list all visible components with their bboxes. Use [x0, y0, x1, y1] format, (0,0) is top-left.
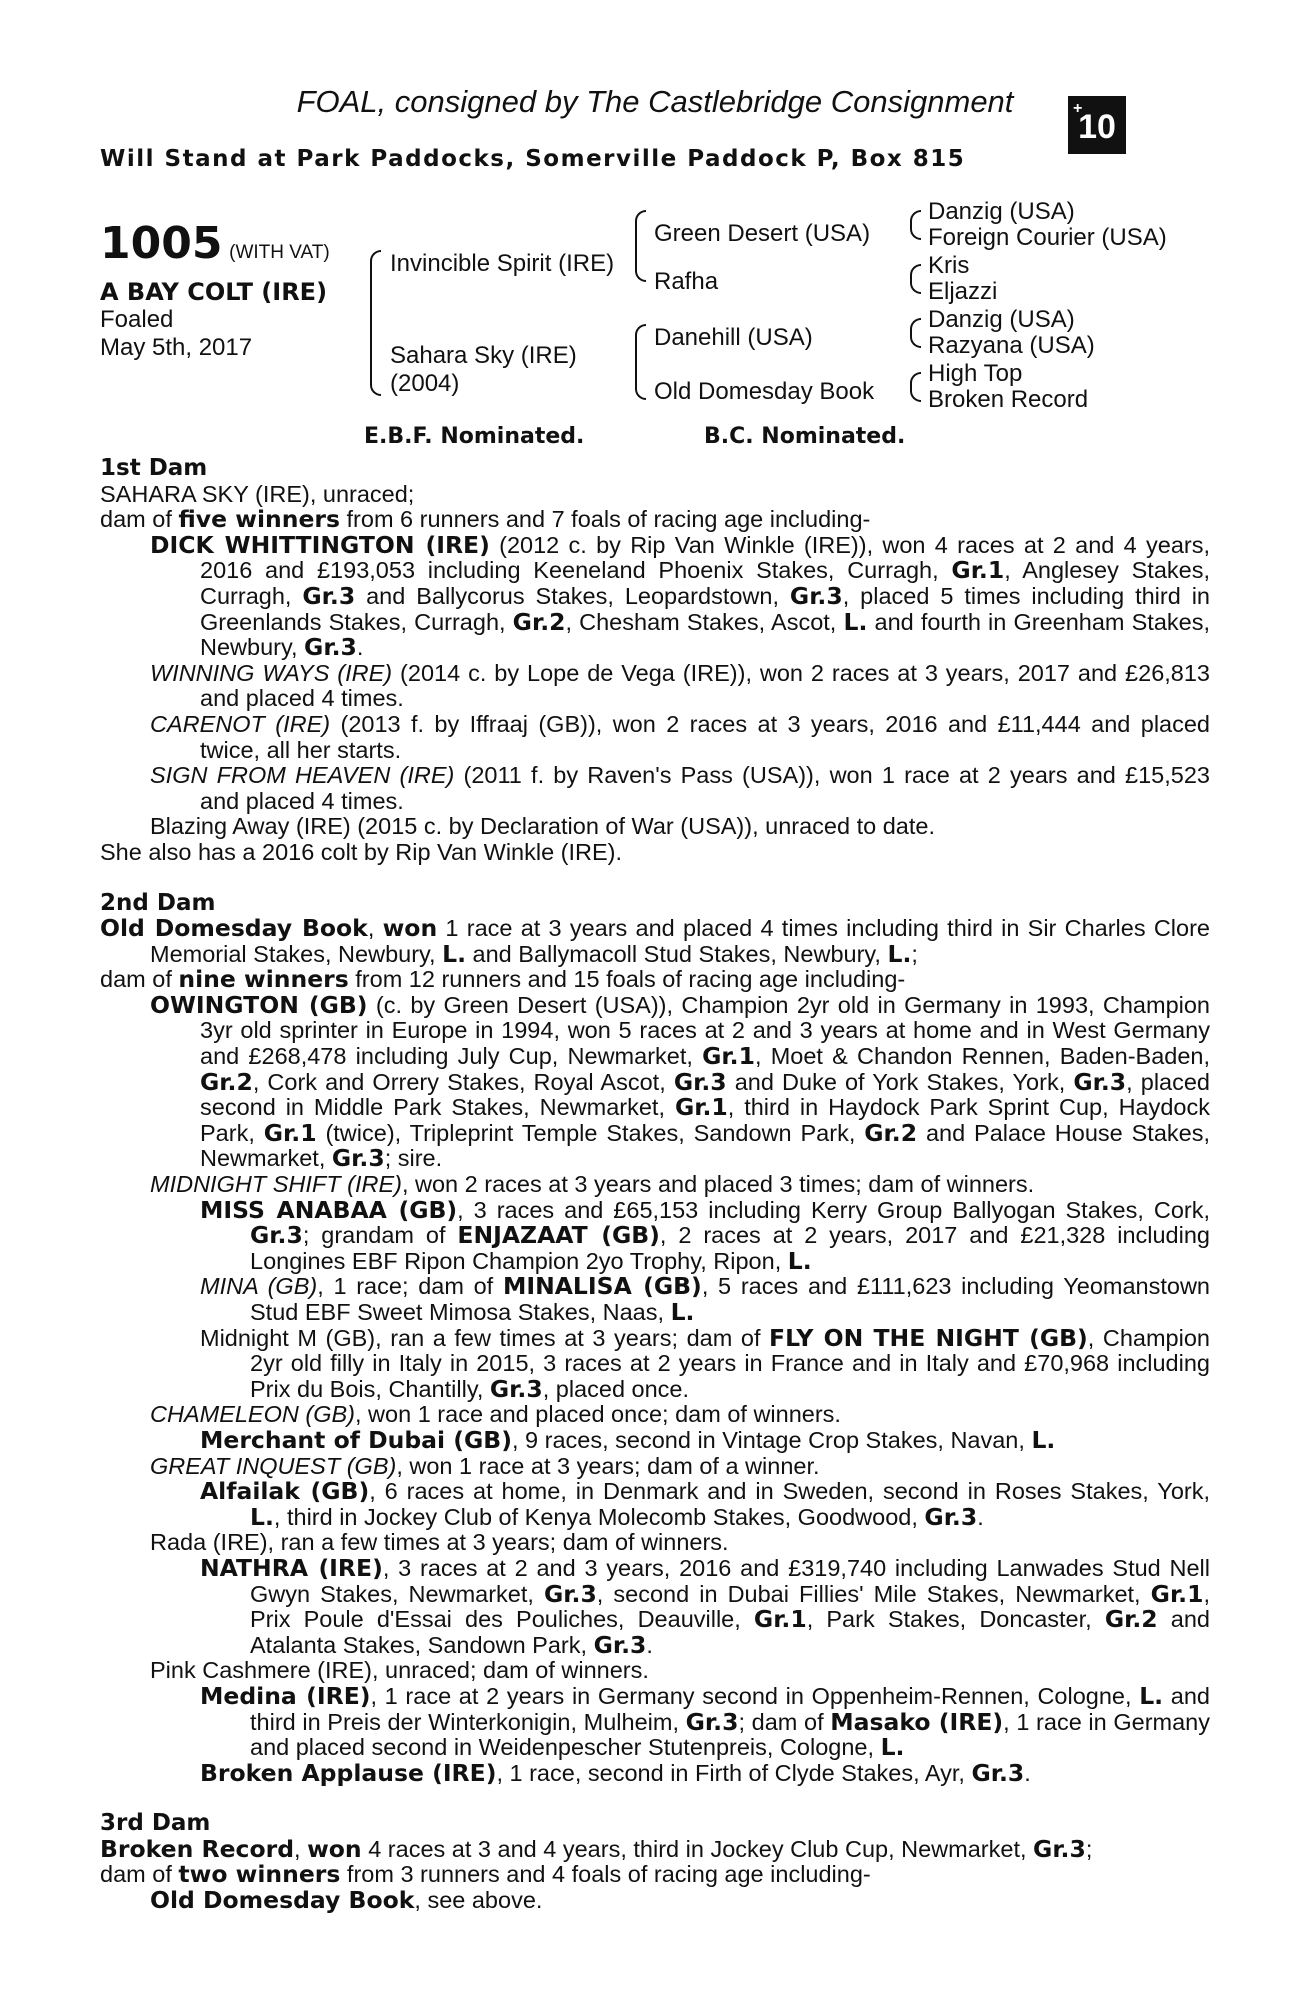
text: and fourth in Greenham Stakes, Newbury, — [200, 608, 1210, 661]
text: , second in Dubai Fillies' Mile Stakes, Newmarket, — [596, 1580, 1151, 1607]
produce-entry — [100, 1425, 1210, 1454]
text: from 12 runners and 15 foals of racing age including- — [348, 966, 906, 993]
grade: L. — [787, 1246, 812, 1275]
text: , won 2 races at 3 years and placed 3 times; dam of winners. — [401, 1171, 1035, 1198]
grade: L. — [880, 1733, 905, 1762]
produce-entry — [100, 1758, 1210, 1787]
text: , — [367, 915, 383, 942]
grade: L. — [843, 607, 868, 636]
grade: Gr.1 — [263, 1118, 317, 1147]
third-dam-heading: 3rd Dam — [100, 1810, 211, 1837]
ped-sss: Danzig (USA) — [928, 198, 1075, 225]
produce-entry — [100, 1479, 1210, 1530]
catalogue-page — [100, 80, 1210, 1914]
text: , Moet & Chandon Rennen, Baden-Baden, — [754, 1043, 1210, 1070]
produce-entry — [100, 1454, 1210, 1480]
foaled-date: May 5th, 2017 — [100, 334, 253, 361]
text: ; grandam of — [302, 1222, 458, 1249]
text: , 6 races at home, in Denmark and in Sweden, second in Roses Stakes, York, — [369, 1478, 1210, 1505]
horse-name: ENJAZAAT (GB) — [457, 1221, 660, 1250]
grade: Gr.3 — [924, 1502, 978, 1531]
text: (c. by Green Desert (USA)), Champion 2yr old in Germany in 1993, Champion 3yr old sprinter in Europe in 1994, won 5 races at 2 and 3 years at home and in West Germany and £268,478 including July Cup, Newmarket, — [200, 991, 1211, 1070]
text: and Ballycorus Stakes, Leopardstown, — [355, 582, 790, 609]
grade: Gr.2 — [1104, 1605, 1158, 1634]
text: ; — [911, 940, 918, 967]
text: (2011 f. by Raven's Pass (USA)), won 1 race at 2 years and £15,523 and placed 4 times. — [200, 762, 1210, 814]
text: (2013 f. by Iffraaj (GB)), won 2 races at 3 years, 2016 and £11,444 and placed twice, all her starts. — [200, 710, 1210, 763]
lot-number: 1005 — [100, 218, 223, 269]
ped-sire: Invincible Spirit (IRE) — [390, 250, 615, 277]
grade: Gr.3 — [302, 581, 356, 610]
text: and Ballymacoll Stud Stakes, Newbury, — [466, 940, 888, 967]
grade: Gr.3 — [489, 1374, 543, 1403]
foaled-label: Foaled — [100, 306, 174, 333]
grade: Gr.3 — [673, 1067, 727, 1096]
lot-number-line — [100, 218, 330, 269]
text: ; dam of — [738, 1708, 831, 1735]
text: , 5 races and £111,623 including Yeomanstown Stud EBF Sweet Mimosa Stakes, Naas, — [250, 1273, 1210, 1325]
produce-entry — [100, 1553, 1210, 1659]
text: , Park Stakes, Doncaster, — [806, 1606, 1105, 1633]
grade: Gr.3 — [1033, 1834, 1086, 1863]
grade: Gr.3 — [971, 1758, 1025, 1787]
badge-number: 10 — [1078, 108, 1116, 146]
ped-dam-sire: Danehill (USA) — [654, 324, 813, 351]
horse-name: CARENOT (IRE) — [150, 710, 331, 737]
text: and third in Preis der Winterkonigin, Mulheim, — [250, 1682, 1210, 1735]
text: , third in Haydock Park Sprint Cup, Haydock Park, — [200, 1094, 1210, 1146]
horse-name: Masako (IRE) — [830, 1707, 1004, 1736]
first-dam-heading: 1st Dam — [100, 455, 208, 481]
text: , 3 races at 2 and 3 years, 2016 and £319,740 including Lanwades Stud Nell Gwyn Stakes, Newmarket, — [250, 1554, 1210, 1607]
text: , Chesham Stakes, Ascot, — [565, 608, 844, 635]
horse-name: A BAY COLT (IRE) — [100, 278, 328, 306]
text: , 1 race at 2 years in Germany second in Oppenheim-Rennen, Cologne, — [370, 1682, 1140, 1709]
horse-name: DICK WHITTINGTON (IRE) — [150, 530, 490, 559]
brace-dd — [910, 372, 921, 402]
text: dam of — [100, 506, 179, 533]
produce-entry — [100, 763, 1210, 814]
horse-name: GREAT INQUEST (GB) — [150, 1452, 397, 1479]
ped-dsd: Razyana (USA) — [928, 332, 1095, 359]
second-dam-line — [100, 916, 1210, 967]
text: 1 race at 3 years and placed 4 times including third in Sir Charles Clore Memorial Stakes, Newbury, — [150, 915, 1210, 967]
grade: Gr.3 — [593, 1630, 647, 1659]
horse-name: Broken Record — [100, 1834, 295, 1863]
grade: Gr.3 — [685, 1707, 739, 1736]
page-title: FOAL, consigned by The Castlebridge Consignment — [296, 84, 1014, 119]
brace-ds — [910, 318, 921, 348]
winners-count: two winners — [178, 1860, 341, 1889]
ped-sire-dam: Rafha — [654, 268, 719, 295]
produce-entry — [100, 712, 1210, 763]
grade: Gr.1 — [702, 1042, 755, 1071]
winners-count: nine winners — [178, 965, 349, 994]
grade: L. — [1139, 1681, 1164, 1710]
produce-entry — [100, 1888, 1210, 1914]
won-label: won — [382, 914, 438, 943]
horse-name: Old Domesday Book — [150, 1886, 415, 1915]
produce-entry — [100, 990, 1211, 1173]
ped-dam-year: (2004) — [390, 370, 460, 397]
text: ; sire. — [384, 1145, 443, 1172]
text: , placed second in Middle Park Stakes, Newmarket, — [200, 1068, 1210, 1121]
produce-entry — [100, 1681, 1210, 1762]
produce-entry — [100, 1274, 1210, 1325]
also-note: She also has a 2016 colt by Rip Van Winkle (IRE). — [100, 838, 623, 865]
brace-ss — [910, 210, 921, 240]
horse-name: MISS ANABAA (GB) — [200, 1195, 458, 1224]
text: and Palace House Stakes, Newmarket, — [200, 1119, 1210, 1172]
text: (2012 c. by Rip Van Winkle (IRE)), won 4 races at 2 and 4 years, 2016 and £193,053 including Keeneland Phoenix Stakes, Curragh, — [200, 531, 1210, 584]
ped-ssd: Foreign Courier (USA) — [928, 224, 1167, 251]
stand-location: Will Stand at Park Paddocks, Somerville Paddock P, Box 815 — [100, 146, 966, 172]
text: , won 1 race and placed once; dam of winners. — [355, 1401, 841, 1428]
horse-name: Old Domesday Book — [100, 914, 368, 943]
text: , placed 5 times including third in Greenlands Stakes, Curragh, — [200, 582, 1210, 635]
ped-dam-dam: Old Domesday Book — [654, 378, 875, 405]
grade: L. — [670, 1298, 695, 1326]
text: from 6 runners and 7 foals of racing age including- — [339, 506, 871, 533]
ped-dss: Danzig (USA) — [928, 306, 1075, 333]
horse-name: MINALISA (GB) — [502, 1272, 702, 1301]
grade: Gr.2 — [200, 1067, 253, 1096]
text: . — [646, 1631, 653, 1658]
text: dam of — [100, 966, 179, 993]
text: . — [977, 1503, 984, 1530]
brace-sire-parents — [635, 210, 646, 282]
text: Midnight M (GB), ran a few times at 3 years; dam of — [200, 1324, 770, 1351]
text: , Anglesey Stakes, Curragh, — [200, 557, 1211, 609]
grade: Gr.1 — [1150, 1579, 1204, 1608]
produce-entry: Pink Cashmere (IRE), unraced; dam of winners. — [150, 1657, 649, 1684]
text: , 1 race, second in Firth of Clyde Stakes, Ayr, — [496, 1759, 972, 1786]
grade: Gr.1 — [951, 556, 1005, 585]
text: . — [1024, 1759, 1031, 1786]
produce-entry — [100, 1402, 1210, 1428]
brace-dam-parents — [635, 324, 646, 400]
text: , — [294, 1835, 308, 1862]
text: (2014 c. by Lope de Vega (IRE)), won 2 races at 3 years, 2017 and £26,813 and placed 4 times. — [200, 659, 1210, 712]
text: . — [356, 634, 364, 661]
horse-name: Medina (IRE) — [200, 1681, 371, 1710]
text: , 1 race in Germany and placed second in Weidenpescher Stutenpreis, Cologne, — [250, 1708, 1210, 1761]
horse-name: MIDNIGHT SHIFT (IRE) — [150, 1171, 402, 1198]
text: and Atalanta Stakes, Sandown Park, — [250, 1606, 1210, 1658]
horse-name: Alfailak (GB) — [200, 1477, 370, 1506]
horse-name: OWINGTON (GB) — [150, 990, 368, 1019]
grade: Gr.3 — [1073, 1067, 1127, 1096]
text: , third in Jockey Club of Kenya Molecomb Stakes, Goodwood, — [273, 1503, 925, 1530]
horse-name: Broken Applause (IRE) — [200, 1758, 497, 1787]
text: , 2 races at 2 years, 2017 and £21,328 including Longines EBF Ripon Champion 2yo Trophy, Ripon, — [250, 1222, 1210, 1274]
bc-nomination: B.C. Nominated. — [704, 424, 906, 449]
produce-entry — [100, 1195, 1210, 1275]
first-dam-produce — [100, 507, 1210, 533]
text: , 9 races, second in Vintage Crop Stakes, Navan, — [511, 1426, 1032, 1453]
won-label: won — [307, 1834, 362, 1863]
pedigree-block — [100, 198, 1210, 456]
produce-entry — [100, 530, 1211, 662]
text: , see above. — [414, 1887, 543, 1914]
ped-dam: Sahara Sky (IRE) — [390, 342, 577, 369]
brace-sire-dam — [370, 250, 381, 396]
ped-dds: High Top — [928, 360, 1023, 387]
winners-count: five winners — [178, 505, 340, 534]
grade: Gr.3 — [304, 633, 357, 662]
horse-name: FLY ON THE NIGHT (GB) — [769, 1323, 1088, 1352]
grade: Gr.3 — [331, 1144, 385, 1173]
produce-entry — [100, 1323, 1210, 1403]
horse-name: MINA (GB) — [200, 1273, 318, 1300]
second-dam-produce — [100, 967, 1210, 993]
spacer — [100, 1786, 1210, 1811]
ped-sds: Kris — [928, 252, 970, 279]
grade: Gr.1 — [674, 1093, 728, 1122]
ebf-nomination: E.B.F. Nominated. — [364, 424, 585, 449]
text: dam of — [100, 1861, 179, 1888]
horse-name: Merchant of Dubai (GB) — [200, 1425, 512, 1454]
pedigree-notes — [100, 456, 1210, 1914]
horse-name: CHAMELEON (GB) — [150, 1401, 355, 1428]
horse-name: SIGN FROM HEAVEN (IRE) — [150, 762, 455, 789]
produce-entry — [100, 1172, 1210, 1198]
grade: Gr.1 — [753, 1605, 807, 1634]
produce-entry: Rada (IRE), ran a few times at 3 years; dam of winners. — [150, 1529, 729, 1556]
ped-sdd: Eljazzi — [928, 278, 998, 305]
grade: Gr.3 — [543, 1579, 597, 1608]
grade: L. — [442, 939, 467, 968]
first-dam-line: SAHARA SKY (IRE), unraced; — [100, 480, 415, 507]
text: ; — [1085, 1835, 1093, 1862]
grade: L. — [887, 939, 912, 968]
text: , won 1 race at 3 years; dam of a winner. — [396, 1452, 820, 1479]
text: (twice), Tripleprint Temple Stakes, Sandown Park, — [316, 1119, 865, 1146]
text: , Prix Poule d'Essai des Pouliches, Deauville, — [250, 1580, 1210, 1633]
grade: Gr.2 — [512, 607, 566, 636]
grade: L. — [250, 1502, 274, 1531]
text: , Champion 2yr old filly in Italy in 2015, 3 races at 2 years in France and in Italy and £70,968 including Prix du Bois, Chantilly, — [250, 1324, 1210, 1402]
text: , 3 races and £65,153 including Kerry Group Ballyogan Stakes, Cork, — [457, 1196, 1210, 1223]
produce-entry — [100, 661, 1210, 712]
grade: L. — [1031, 1425, 1056, 1454]
text: , Cork and Orrery Stakes, Royal Ascot, — [252, 1068, 674, 1095]
horse-name: WINNING WAYS (IRE) — [150, 659, 393, 686]
grade: Gr.3 — [250, 1221, 303, 1250]
text: from 3 runners and 4 foals of racing age including- — [340, 1861, 871, 1888]
ped-sire-sire: Green Desert (USA) — [654, 220, 871, 247]
text: , placed once. — [542, 1375, 690, 1402]
text: 4 races at 3 and 4 years, third in Jockey Club Cup, Newmarket, — [361, 1835, 1034, 1862]
brace-sd — [910, 264, 921, 294]
vat-note: (WITH VAT) — [229, 242, 330, 263]
horse-name: NATHRA (IRE) — [200, 1553, 383, 1582]
text: and Duke of York Stakes, York, — [726, 1068, 1074, 1095]
produce-entry: Blazing Away (IRE) (2015 c. by Declaration of War (USA)), unraced to date. — [150, 813, 935, 840]
grade: Gr.2 — [864, 1118, 918, 1147]
ped-ddd: Broken Record — [928, 386, 1089, 413]
spacer — [100, 866, 1210, 891]
third-dam-produce — [100, 1862, 1210, 1888]
badge-plus: + — [1073, 100, 1083, 117]
second-dam-heading: 2nd Dam — [100, 889, 216, 916]
text: , 1 race; dam of — [317, 1273, 503, 1300]
third-dam-line — [100, 1834, 1210, 1863]
grade: Gr.3 — [789, 581, 843, 610]
